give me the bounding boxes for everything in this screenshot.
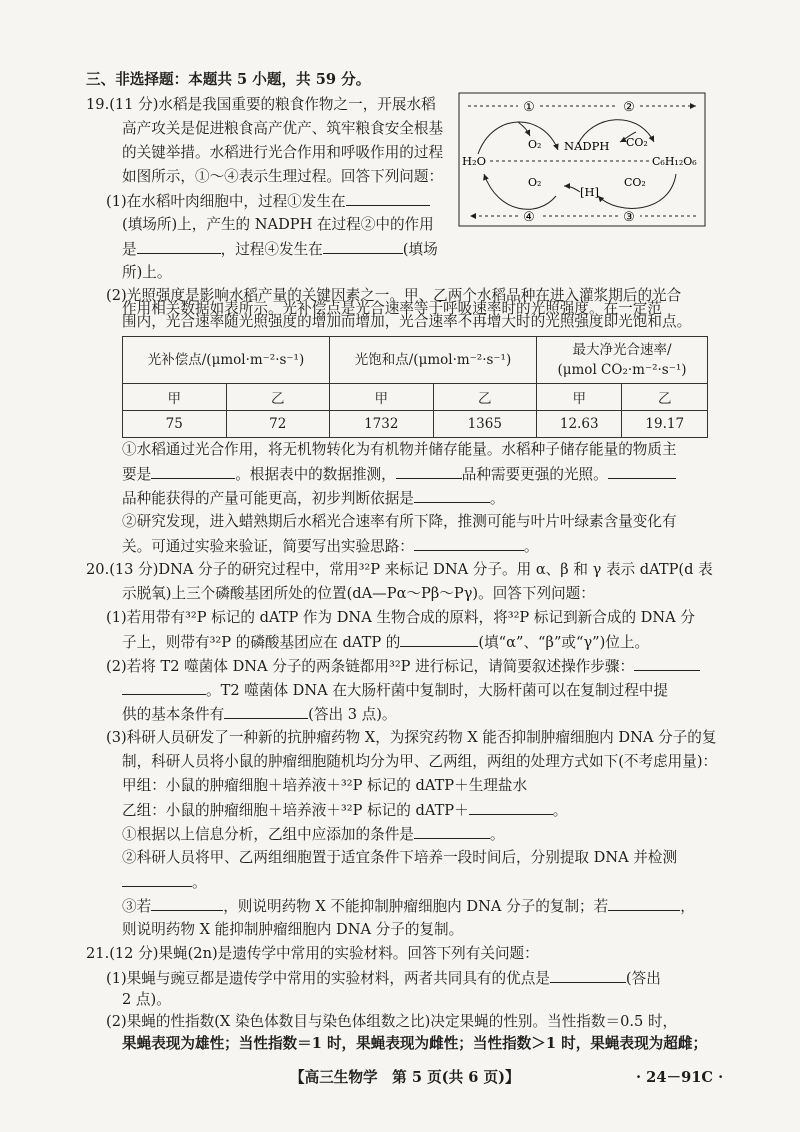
q19-part1-line-1 (106, 191, 430, 212)
q21-part1-line-2: 2 点)。 (122, 991, 171, 1008)
answer-blank[interactable] (137, 239, 221, 254)
q19-text: 。根据表中的数据推测， (235, 466, 396, 483)
q21-text: (1)果蝇与豌豆都是遗传学中常用的实验材料，两者共同具有的优点是 (106, 970, 550, 987)
th-sub: 乙 (622, 384, 708, 411)
h2o-label: H₂O (462, 154, 487, 168)
q20-text: 。 (192, 874, 207, 891)
co2-top-label: CO₂ (626, 136, 648, 149)
q20-sub2-line-2 (122, 872, 207, 893)
q19-text: 。 (489, 490, 505, 507)
q19-part1-line-3 (122, 239, 438, 260)
q19-line-1: 19.(11 分)水稻是我国重要的粮食作物之一，开展水稻 (86, 96, 436, 113)
q19-text: (填场 (402, 241, 438, 258)
q20-text: ①根据以上信息分析，乙组中应添加的条件是 (122, 826, 414, 843)
q19-part2-line-1: (2)光照强度是影响水稻产量的关键因素之一。甲、乙两个水稻品种在进入灌浆期后的光合 (106, 287, 682, 304)
q19-sub1-line-2 (122, 464, 676, 485)
answer-blank[interactable] (122, 872, 192, 887)
q20-part2-line-1 (106, 656, 700, 677)
th-sub: 甲 (123, 384, 227, 411)
glucose-label: C₆H₁₂O₆ (652, 155, 697, 168)
q20-part2-line-2 (122, 680, 668, 701)
th-sub: 乙 (226, 384, 330, 411)
arc-process-4 (484, 174, 556, 209)
section-title: 三、非选择题：本题共 5 小题，共 59 分。 (86, 71, 371, 88)
q20-text: ，则说明药物 X 不能抑制肿瘤细胞内 DNA 分子的复制；若 (223, 898, 609, 915)
th-sub: 甲 (330, 384, 434, 411)
th-sub: 乙 (433, 384, 537, 411)
q20-sub3-line-2: 则说明药物 X 能抑制肿瘤细胞内 DNA 分子的复制。 (122, 921, 464, 938)
th-saturation-point: 光饱和点/(μmol·m⁻²·s⁻¹) (330, 337, 537, 384)
q20-text: 。 (552, 802, 568, 819)
q20-group-yi (122, 800, 567, 821)
answer-blank[interactable] (550, 968, 626, 983)
q20-part1-line-2 (122, 632, 649, 653)
data-table (122, 336, 708, 438)
process-4-label: ④ (523, 210, 535, 225)
o2-top-label: O₂ (528, 138, 542, 151)
q19-part2-line-2: 作用相关数据如表所示。光补偿点是光合速率等于呼吸速率时的光照强度。在一定范 (122, 300, 662, 317)
q20-text: 子上，则带有³²P 的磷酸基团应在 dATP 的 (122, 634, 401, 651)
q19-line-4: 如图所示，①～④表示生理过程。回答下列问题： (122, 168, 444, 185)
answer-blank[interactable] (608, 896, 680, 911)
q19-line-3: 的关键举措。水稻进行光合作用和呼吸作用的过程 (122, 144, 444, 161)
q20-text: (2)若将 T2 噬菌体 DNA 分子的两条链都用³²P 进行标记，请简要叙述操作步骤： (106, 658, 635, 675)
answer-blank[interactable] (469, 800, 553, 815)
arc-process-1 (478, 122, 558, 154)
q20-text: (答出 3 点)。 (308, 706, 397, 723)
footer-code: · 24－91C · (636, 1069, 724, 1086)
th-max-net-rate-line2: (μmol CO₂·m⁻²·s⁻¹) (557, 362, 687, 378)
q21-part2-line-1: (2)果蝇的性指数(X 染色体数目与染色体组数之比)决定果蝇的性别。当性指数＝0.5 时， (106, 1013, 678, 1030)
q19-text: ，过程④发生在 (220, 241, 323, 258)
q20-sub1 (122, 824, 505, 845)
hydrogen-label: [H] (580, 185, 600, 199)
q19-text: 关。可通过实验来验证，简要写出实验思路： (122, 538, 414, 555)
th-sub: 甲 (537, 384, 622, 411)
q19-sub2-line-2 (122, 536, 539, 557)
q20-text: ， (680, 898, 695, 915)
answer-blank[interactable] (224, 704, 308, 719)
process-3-label: ③ (623, 210, 635, 225)
q20-sub3-line-1 (122, 896, 695, 917)
co2-bottom-label: CO₂ (624, 176, 646, 189)
q20-text: 供的基本条件有 (122, 706, 225, 723)
q19-text: 品种能获得的产量可能更高，初步判断依据是 (122, 490, 414, 507)
answer-blank[interactable] (396, 464, 462, 479)
q19-text: 。 (523, 538, 539, 555)
q19-part1-line-4: 所)上。 (122, 264, 172, 281)
answer-blank[interactable] (151, 896, 223, 911)
q20-line-2: 示脱氧)上三个磷酸基团所处的位置(dA—Pα～Pβ～Pγ)。回答下列问题： (122, 585, 595, 602)
q19-sub1-line-3 (122, 488, 505, 509)
o2-bottom-label: O₂ (528, 176, 542, 189)
table-cell: 1365 (433, 411, 537, 438)
q19-part2-line-3: 围内，光合速率随光照强度的增加而增加，光合速率不再增大时的光照强度即光饱和点。 (122, 313, 692, 330)
q19-sub1-line-1: ①水稻通过光合作用，将无机物转化为有机物并储存能量。水稻种子储存能量的物质主 (122, 441, 677, 458)
table-cell: 1732 (330, 411, 434, 438)
answer-blank[interactable] (151, 464, 235, 479)
q19-text: 要是 (122, 466, 152, 483)
answer-blank[interactable] (414, 824, 490, 839)
q19-part1-text: (1)在水稻叶肉细胞中，过程①发生在 (106, 193, 346, 210)
q21-part2-line-2: 果蝇表现为雄性；当性指数＝1 时，果蝇表现为雌性；当性指数＞1 时，果蝇表现为超雌； (122, 1035, 708, 1052)
q20-text: (填“α”、“β”或“γ”)位上。 (478, 634, 650, 651)
q20-part1-line-1: (1)若用带有³²P 标记的 dATP 作为 DNA 生物合成的原料，将³²P 标记到新合成的 DNA 分 (106, 609, 695, 626)
answer-blank[interactable] (323, 239, 403, 254)
footer-page-info: 【高三生物学 第 5 页(共 6 页)】 (290, 1069, 520, 1086)
q20-text: 乙组：小鼠的肿瘤细胞＋培养液＋³²P 标记的 dATP＋ (122, 802, 469, 819)
q19-line-2: 高产攻关是促进粮食高产优产、筑牢粮食安全根基 (122, 120, 444, 137)
answer-blank[interactable] (400, 632, 478, 647)
q19-sub2-line-1: ②研究发现，进入蜡熟期后水稻光合速率有所下降，推测可能与叶片叶绿素含量变化有 (122, 513, 677, 530)
photosynthesis-respiration-diagram (458, 92, 706, 227)
table-cell: 12.63 (537, 411, 622, 438)
answer-blank[interactable] (122, 680, 206, 695)
process-1-label: ① (523, 100, 535, 115)
table-cell: 75 (123, 411, 227, 438)
arrow-o2-release (518, 122, 530, 136)
q20-part2-line-3 (122, 704, 397, 725)
q20-part3-line-1: (3)科研人员研发了一种新的抗肿瘤药物 X，为探究药物 X 能否抑制肿瘤细胞内 DNA 分子的复 (106, 729, 717, 746)
answer-blank[interactable] (414, 536, 524, 551)
process-2-label: ② (623, 100, 635, 115)
answer-blank[interactable] (608, 464, 676, 479)
table-cell: 19.17 (622, 411, 708, 438)
answer-blank[interactable] (634, 656, 700, 671)
q21-part1-line-1 (106, 968, 661, 989)
arrow-h-transfer (564, 186, 580, 192)
answer-blank[interactable] (346, 191, 430, 206)
q21-line-1: 21.(12 分)果蝇(2n)是遗传学中常用的实验材料。回答下列有关问题： (86, 945, 539, 962)
q20-text: ③若 (122, 898, 152, 915)
q20-group-jia: 甲组：小鼠的肿瘤细胞＋培养液＋³²P 标记的 dATP＋生理盐水 (122, 777, 528, 794)
q20-text: 。 (489, 826, 505, 843)
q20-text: 。T2 噬菌体 DNA 在大肠杆菌中复制时，大肠杆菌可以在复制过程中提 (206, 682, 668, 699)
nadph-label: NADPH (564, 139, 610, 153)
th-max-net-rate-line1: 最大净光合速率/ (572, 342, 672, 358)
q19-text: 品种需要更强的光照。 (461, 466, 608, 483)
q20-part3-line-2: 制，科研人员将小鼠的肿瘤细胞随机均分为甲、乙两组，两组的处理方式如下(不考虑用量)： (122, 753, 718, 770)
q21-text: (答出 (625, 970, 661, 987)
q20-line-1: 20.(13 分)DNA 分子的研究过程中，常用³²P 来标记 DNA 分子。用 α、β 和 γ 表示 dATP(d 表 (86, 561, 713, 578)
answer-blank[interactable] (414, 488, 490, 503)
q19-text: 是 (122, 241, 137, 258)
th-compensation-point: 光补偿点/(μmol·m⁻²·s⁻¹) (123, 337, 330, 384)
q20-sub2-line-1: ②科研人员将甲、乙两组细胞置于适宜条件下培养一段时间后，分别提取 DNA 并检测 (122, 849, 678, 866)
table-cell: 72 (226, 411, 330, 438)
th-max-net-rate (537, 337, 708, 384)
q19-part1-line-2: (填场所)上，产生的 NADPH 在过程②中的作用 (122, 216, 434, 233)
